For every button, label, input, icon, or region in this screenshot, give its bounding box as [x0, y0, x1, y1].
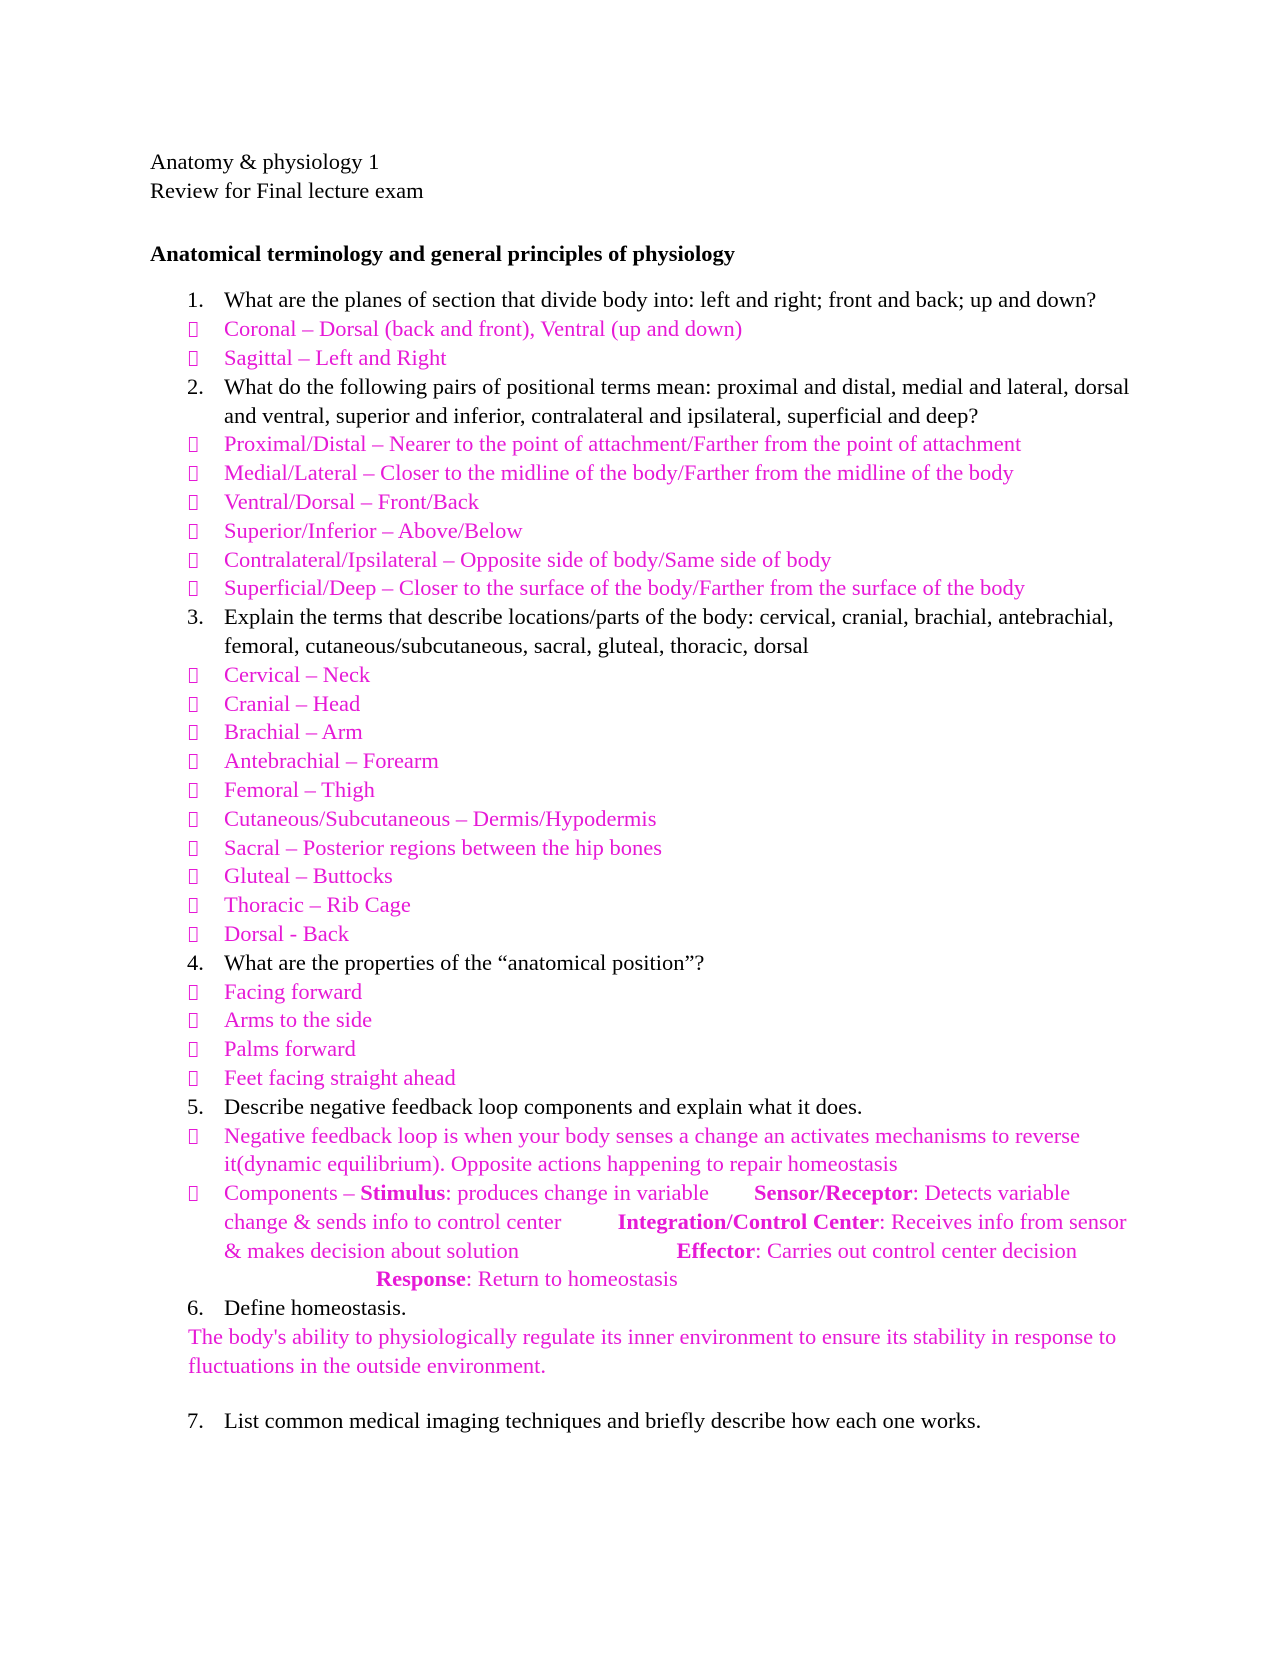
answer-item	[150, 430, 1130, 459]
question-number: 3.	[187, 604, 204, 630]
bullet-icon	[188, 574, 198, 603]
question-text: Explain the terms that describe locations/parts of the body: cervical, cranial, brachial, antebrachial, femoral, cutaneous/subcutaneous, sacral, gluteal, thoracic, dorsal	[224, 604, 1114, 658]
bullet-icon	[188, 459, 198, 488]
answer-item	[150, 1122, 1130, 1180]
question-number: 5.	[187, 1093, 204, 1119]
answer-item	[150, 747, 1130, 776]
feedback-components	[150, 1179, 1130, 1294]
answer-item	[150, 776, 1130, 805]
answer-item	[150, 1006, 1130, 1035]
answer-text: Negative feedback loop is when your body senses a change an activates mechanisms to reverse it(dynamic equilibrium). Opposite actions happening to repair homeostasis	[224, 1122, 1080, 1177]
question-1	[150, 286, 1130, 315]
answer-item	[150, 574, 1130, 603]
answer-item	[150, 344, 1130, 373]
answer-text: Ventral/Dorsal – Front/Back	[224, 488, 479, 514]
bullet-icon	[188, 1035, 198, 1064]
question-text: Describe negative feedback loop components and explain what it does.	[224, 1093, 863, 1119]
answer-item	[150, 690, 1130, 719]
sensor-label: Sensor/Receptor	[753, 1180, 913, 1206]
answer-text: Arms to the side	[224, 1007, 373, 1033]
bullet-icon	[188, 776, 198, 805]
bullet-icon	[188, 517, 198, 546]
answer-item	[150, 920, 1130, 949]
answer-text: Superior/Inferior – Above/Below	[224, 517, 523, 543]
bullet-icon	[188, 430, 198, 459]
components-prefix: Components –	[224, 1180, 361, 1206]
bullet-icon	[188, 1064, 198, 1093]
answer-item	[150, 517, 1130, 546]
question-number: 2.	[187, 373, 204, 399]
section-heading: Anatomical terminology and general principles of physiology	[150, 240, 735, 266]
answer-item	[150, 978, 1130, 1007]
bullet-icon	[188, 1179, 198, 1208]
answer-item	[150, 546, 1130, 575]
answer-text: Sacral – Posterior regions between the hip bones	[224, 834, 663, 860]
document-subtitle: Review for Final lecture exam	[150, 177, 424, 203]
answer-item	[150, 1064, 1130, 1093]
answer-text: Superficial/Deep – Closer to the surface of the body/Farther from the surface of the body	[224, 575, 1025, 601]
bullet-icon	[188, 805, 198, 834]
answer-item	[150, 834, 1130, 863]
question-5	[150, 1093, 1130, 1122]
answer-text: Cutaneous/Subcutaneous – Dermis/Hypodermis	[224, 805, 657, 831]
bullet-icon	[188, 891, 198, 920]
bullet-icon	[188, 546, 198, 575]
answer-item	[150, 315, 1130, 344]
answer-item	[150, 459, 1130, 488]
bullet-icon	[188, 661, 198, 690]
answer-text: Cranial – Head	[224, 690, 361, 716]
answer-text: Femoral – Thigh	[224, 776, 375, 802]
integration-label: Integration/Control Center	[617, 1208, 880, 1234]
bullet-icon	[188, 344, 198, 373]
answer-item	[150, 718, 1130, 747]
bullet-icon	[188, 920, 198, 949]
answer-item	[150, 891, 1130, 920]
answer-item	[150, 1035, 1130, 1064]
answer-item	[150, 488, 1130, 517]
question-4	[150, 949, 1130, 978]
bullet-icon	[188, 834, 198, 863]
bullet-icon	[188, 747, 198, 776]
bullet-icon	[188, 1122, 198, 1151]
stimulus-text: : produces change in variable	[445, 1180, 709, 1206]
answer-text: Sagittal – Left and Right	[224, 344, 447, 370]
question-number: 7.	[187, 1407, 204, 1433]
question-number: 4.	[187, 949, 204, 975]
question-number: 6.	[187, 1295, 204, 1321]
answer-item	[150, 661, 1130, 690]
question-text: List common medical imaging techniques and briefly describe how each one works.	[224, 1407, 982, 1433]
homeostasis-definition: The body's ability to physiologically regulate its inner environment to ensure its stability in response to fluctuations in the outside environment.	[188, 1324, 1117, 1378]
bullet-icon	[188, 718, 198, 747]
spacer	[150, 1381, 1130, 1407]
question-text: What do the following pairs of positional terms mean: proximal and distal, medial and lateral, dorsal and ventral, superior and inferior, contralateral and ipsilateral, superficial and deep?	[224, 373, 1130, 428]
answer-text: Thoracic – Rib Cage	[224, 892, 411, 918]
question-text: What are the properties of the “anatomical position”?	[224, 949, 705, 975]
answer-item	[150, 862, 1130, 891]
answer-text: Brachial – Arm	[224, 719, 363, 745]
answer-text: Coronal – Dorsal (back and front), Ventral (up and down)	[224, 316, 743, 342]
effector-label: Effector	[676, 1237, 756, 1263]
answer-text: Facing forward	[224, 978, 363, 1004]
answer-text: Contralateral/Ipsilateral – Opposite side of body/Same side of body	[224, 546, 832, 572]
question-text: Define homeostasis.	[224, 1295, 407, 1321]
bullet-icon	[188, 1006, 198, 1035]
bullet-icon	[188, 978, 198, 1007]
answer-text: Feet facing straight ahead	[224, 1064, 456, 1090]
response-label: Response	[375, 1266, 466, 1292]
answer-item	[150, 805, 1130, 834]
integration-text: : Receives info from sensor & makes decision about solution	[224, 1208, 1127, 1263]
bullet-icon	[188, 862, 198, 891]
document-page	[150, 148, 1130, 1435]
answer-text: Medial/Lateral – Closer to the midline of the body/Farther from the midline of the body	[224, 460, 1014, 486]
bullet-icon	[188, 315, 198, 344]
answer-text: Dorsal - Back	[224, 920, 349, 946]
question-number: 1.	[187, 287, 204, 313]
answer-text: Proximal/Distal – Nearer to the point of attachment/Farther from the point of attachment	[224, 431, 1022, 457]
response-text: : Return to homeostasis	[465, 1266, 678, 1292]
question-text: What are the planes of section that divide body into: left and right; front and back; up and down?	[224, 287, 1097, 313]
question-2	[150, 373, 1130, 431]
sensor-text: : Detects variable change & sends info to control center	[224, 1180, 1071, 1234]
answer-text: Gluteal – Buttocks	[224, 863, 393, 889]
question-7	[150, 1407, 1130, 1436]
answer-text: Cervical – Neck	[224, 661, 371, 687]
effector-text: : Carries out control center decision	[755, 1237, 1077, 1263]
question-3	[150, 603, 1130, 661]
course-title: Anatomy & physiology 1	[150, 149, 380, 174]
answer-text: Antebrachial – Forearm	[224, 748, 439, 774]
answer-text: Palms forward	[224, 1036, 356, 1062]
bullet-icon	[188, 488, 198, 517]
stimulus-label: Stimulus	[360, 1180, 446, 1206]
bullet-icon	[188, 690, 198, 719]
question-6	[150, 1294, 1130, 1323]
